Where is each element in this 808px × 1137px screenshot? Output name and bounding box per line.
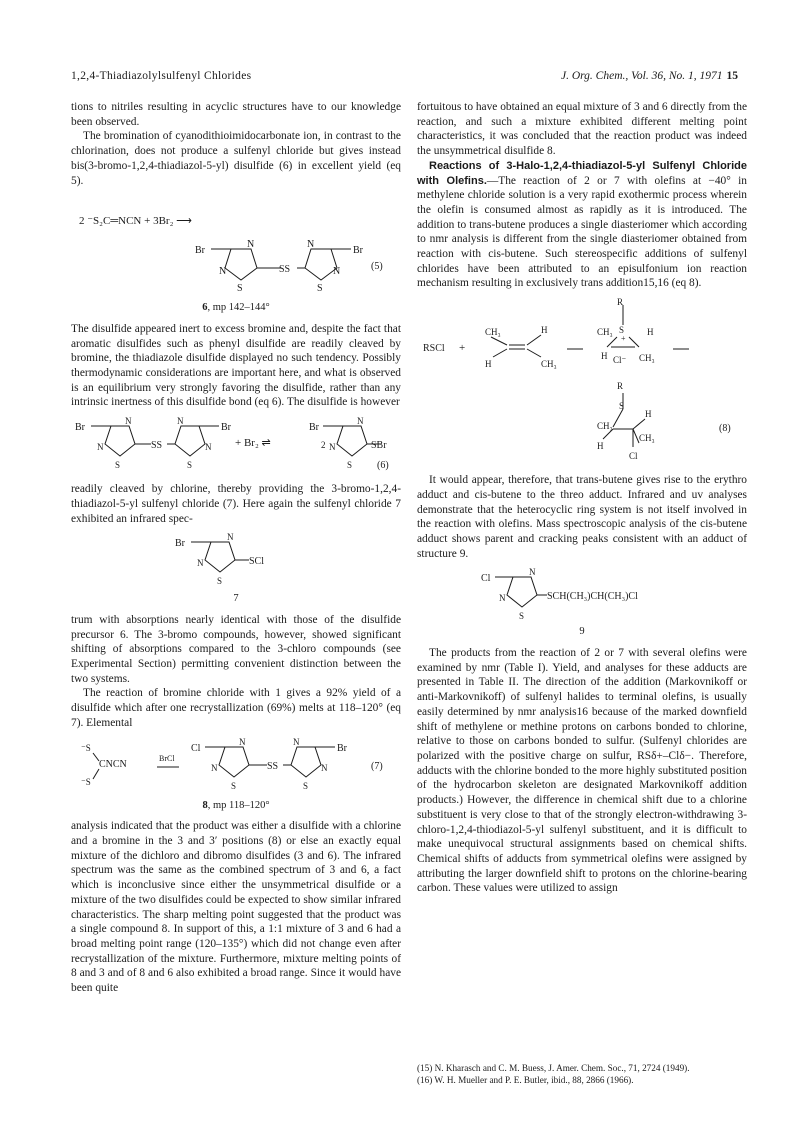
svg-text:Cl: Cl <box>629 451 638 462</box>
svg-text:CH₃: CH₃ <box>639 353 655 364</box>
svg-text:Br: Br <box>337 742 347 754</box>
paragraph: The bromination of cyanodithioimidocarbonate ion, in contrast to the chlorination, does not produce a sulfenyl chloride but gives instead bis(3-bromo-1,2,4-thiadiazol-5-yl) disulfide (6) in excellent yield (eq 5). <box>71 130 401 187</box>
paragraph: trum with absorptions nearly identical with those of the disulfide precursor 6. The 3-bromo compounds, however, showed significant shifting of absorptions compared to the 3-chloro compounds (see Experimental Section) permitting convenient distinction between the two systems. <box>71 613 401 685</box>
equation-6 <box>71 416 401 476</box>
svg-text:N: N <box>227 532 234 543</box>
compound-caption: 6, mp 142–144° <box>202 302 270 314</box>
svg-text:SS: SS <box>151 440 163 452</box>
compound-7-structure <box>71 532 401 590</box>
svg-text:⁻S: ⁻S <box>81 742 91 753</box>
svg-text:N: N <box>247 239 255 251</box>
svg-text:CH₃: CH₃ <box>597 421 613 432</box>
page-number: 15 <box>726 70 738 82</box>
svg-text:S: S <box>187 460 193 471</box>
svg-text:N: N <box>125 416 132 427</box>
svg-text:CH₃: CH₃ <box>639 433 655 444</box>
svg-text:R: R <box>617 297 624 308</box>
svg-text:Br: Br <box>221 422 231 434</box>
svg-text:N: N <box>97 442 104 453</box>
svg-text:⁻S: ⁻S <box>81 776 91 787</box>
svg-text:N: N <box>211 762 218 773</box>
equation-5-structure <box>71 194 401 299</box>
svg-text:CH₃: CH₃ <box>541 359 557 370</box>
svg-text:H: H <box>647 327 654 338</box>
equation-7-structure <box>71 737 401 797</box>
svg-text:S: S <box>231 780 237 791</box>
svg-text:SS: SS <box>279 264 291 276</box>
svg-text:S: S <box>217 576 223 587</box>
svg-text:N: N <box>321 762 328 773</box>
svg-text:Cl: Cl <box>481 573 491 585</box>
svg-text:H: H <box>485 359 492 370</box>
svg-text:CNCN: CNCN <box>99 758 127 770</box>
svg-text:N: N <box>307 239 315 251</box>
equation-8 <box>417 297 747 467</box>
svg-text:Br: Br <box>353 245 363 257</box>
svg-text:R: R <box>617 381 624 392</box>
svg-text:S: S <box>317 283 323 295</box>
svg-text:SBr: SBr <box>371 440 387 452</box>
svg-text:N: N <box>205 442 212 453</box>
footnotes <box>417 1062 752 1086</box>
svg-text:N: N <box>177 416 184 427</box>
svg-text:SCH(CH₃)CH(CH₃)Cl: SCH(CH₃)CH(CH₃)Cl <box>547 591 638 603</box>
article-short-title: 1,2,4-Thiadiazolylsulfenyl Chlorides <box>71 70 252 82</box>
svg-text:Br: Br <box>309 422 319 434</box>
svg-text:N: N <box>239 736 246 747</box>
paragraph: The disulfide appeared inert to excess bromine and, despite the fact that aromatic disulfides such as phenyl disulfide are readily cleaved by bromine, the thiadiazole disulfide displayed no such tendency. Possibly thermodynamic considerations are important here, and what is observed is an equilibrium very strongly favoring the disulfide, rather than any intrinsic inertness of this disulfide bond (eq 6). The disulfide is however <box>71 322 401 409</box>
svg-text:N: N <box>219 266 227 278</box>
svg-text:N: N <box>197 558 204 569</box>
paragraph: readily cleaved by chlorine, thereby providing the 3-bromo-1,2,4-thiadiazol-5-yl sulfenyl chloride (7). Here again the sulfenyl chloride 7 exhibited an infrared spec- <box>71 483 401 525</box>
svg-text:2: 2 <box>321 440 326 451</box>
svg-text:S: S <box>519 611 525 622</box>
svg-text:+ Br₂ ⇌: + Br₂ ⇌ <box>235 437 271 450</box>
svg-text:N: N <box>499 593 506 604</box>
svg-text:S: S <box>619 325 625 336</box>
svg-text:N: N <box>529 567 536 578</box>
compound-9-structure <box>417 567 747 623</box>
equation-5 <box>71 194 401 316</box>
svg-text:RSCl: RSCl <box>423 343 445 355</box>
right-column <box>417 100 747 896</box>
svg-text:Br: Br <box>195 245 205 257</box>
svg-text:SCl: SCl <box>249 556 265 568</box>
svg-text:CH₃: CH₃ <box>597 327 613 338</box>
svg-text:Cl: Cl <box>191 742 201 754</box>
section-heading: Reactions of 3-Halo-1,2,4-thiadiazol-5-yl Sulfenyl Chloride with Olefins. <box>417 159 747 187</box>
svg-text:H: H <box>601 351 608 362</box>
compound-caption: 8, mp 118–120° <box>202 799 270 811</box>
paragraph: analysis indicated that the product was either a disulfide with a chlorine and a bromine in the 3 and 3′ positions (8) or else an exactly equal mixture of the dichloro and dibromo disulfides (3 and 6). The infrared spectrum was the same as the combined spectrum of 3 and 6, a fact which is inconclusive since either the unsymmetrical disulfide or a mixture of the two disulfides could be expected to show similar infrared characteristics. The sharp melting point suggested that the product was a single compound 8. In support of this, a 1:1 mixture of 3 and 6 had a broad melting point range (120–135°) which did not change even after recrystallization of the mixture. Furthermore, mixture melting points of 8 and 3 and of 8 and 6 also exhibited a broad range. Since it would have been quite <box>71 820 401 995</box>
svg-text:S: S <box>303 780 309 791</box>
footnote: (15) N. Kharasch and C. M. Buess, J. Amer. Chem. Soc., 71, 2724 (1949). <box>417 1063 690 1073</box>
compound-7 <box>71 532 401 607</box>
svg-text:H: H <box>597 441 604 452</box>
left-column <box>71 100 401 996</box>
footnote: (16) W. H. Mueller and P. E. Butler, ibid., 88, 2866 (1966). <box>417 1075 634 1085</box>
equation-8-structure <box>417 297 747 467</box>
svg-text:N: N <box>333 266 341 278</box>
equation-7 <box>71 737 401 814</box>
compound-caption: 7 <box>233 593 239 605</box>
eq5-reagents: 2 ⁻S₂C═NCN + 3Br₂ ⟶ <box>79 215 192 228</box>
svg-text:S: S <box>619 401 625 412</box>
paragraph: fortuitous to have obtained an equal mixture of 3 and 6 directly from the reaction, and such a mixture exhibited different melting point characteristics, it was concluded that the reaction product was indeed the unsymmetrical disulfide 8. <box>417 101 747 158</box>
paragraph: The reaction of bromine chloride with 1 gives a 92% yield of a disulfide which after one recrystallization (69%) melts at 118–120° (eq 7). Elemental <box>71 687 401 729</box>
compound-caption: 9 <box>579 626 585 638</box>
svg-text:SS: SS <box>267 760 279 772</box>
svg-text:Br: Br <box>75 422 85 434</box>
svg-text:+: + <box>459 342 466 355</box>
svg-text:S: S <box>237 283 243 295</box>
running-head <box>71 70 738 88</box>
paragraph: The products from the reaction of 2 or 7 with several olefins were examined by nmr (Table I). Yield, and analyses for these adducts are presented in Table II. The direction of the addition (Markovnikoff or anti-Markovnikoff) of sulfenyl halides to terminal olefins, is usually easily determined by nmr analysis16 because of the marked downfield shift of methylene or methine protons on carbons bonded to chlorine, relative to those on carbons bonded to sulfur. (Sulfenyl chlorides are polarized with the positive charge on sulfur, RSδ+–Clδ−. Therefore, adducts with the chlorine bonded to the more highly substituted position of the hydrocarbon skeleton are designated Markovnikoff addition products.) However, the difference in chemical shift due to a chlorine substituent is very close to that of the strongly electron-withdrawing 3-chloro-1,2,4-thiodiazol-5-yl sulfenyl substituent, and it is difficult to make unequivocal structural assignments based on chemical shifts. Chemical shifts of adducts from symmetrical olefins were assigned by attributing the larger downfield shift to protons on the chlorine-bearing carbon. These values were utilized to assign <box>417 647 747 895</box>
svg-text:S: S <box>115 460 121 471</box>
svg-text:S: S <box>347 460 353 471</box>
svg-text:+: + <box>621 334 626 344</box>
svg-text:H: H <box>645 409 652 420</box>
svg-text:H: H <box>541 325 548 336</box>
paragraph: It would appear, therefore, that trans-butene gives rise to the erythro adduct and cis-butene to the threo adduct. Infrared and uv analyses demonstrate that the heterocyclic ring system is not itself involved in the reaction with olefins. Mass spectroscopic analysis of the cis-butene adduct shows parent and cracking peaks consistent with an adduct of structure 9. <box>417 474 747 560</box>
eq7-number: (7) <box>371 760 383 772</box>
eq7-reagent: BrCl <box>159 753 175 763</box>
svg-text:CH₃: CH₃ <box>485 327 501 338</box>
eq5-number: (5) <box>371 261 383 273</box>
eq6-number: (6) <box>377 460 389 472</box>
svg-text:N: N <box>293 736 300 747</box>
svg-text:N: N <box>329 442 336 453</box>
svg-text:Br: Br <box>175 538 185 550</box>
svg-text:Cl⁻: Cl⁻ <box>613 355 627 366</box>
compound-9 <box>417 567 747 640</box>
svg-text:N: N <box>357 416 364 427</box>
paragraph: tions to nitriles resulting in acyclic structures have to our knowledge been observed. <box>71 101 401 128</box>
equation-6-structure <box>71 416 401 476</box>
journal-citation: J. Org. Chem., Vol. 36, No. 1, 1971 15 <box>560 70 738 82</box>
paragraph: Reactions of 3-Halo-1,2,4-thiadiazol-5-yl Sulfenyl Chloride with Olefins.—The reaction of 2 or 7 with olefins at −40° in methylene chloride solution is a very rapid exothermic process wherein the olefin is consumed almost as rapidly as it is introduced. The addition to trans-butene produces a single diasteriomer which according to nmr analysis is different from the single diasteriomer obtained from reaction with cis-butene. Such stereospecific additions of sulfenyl chlorides have been attributed to an episulfonium ion reaction mechanism resulting in exclusively trans addition15,16 (eq 8). <box>417 159 747 290</box>
eq8-number: (8) <box>719 423 731 435</box>
